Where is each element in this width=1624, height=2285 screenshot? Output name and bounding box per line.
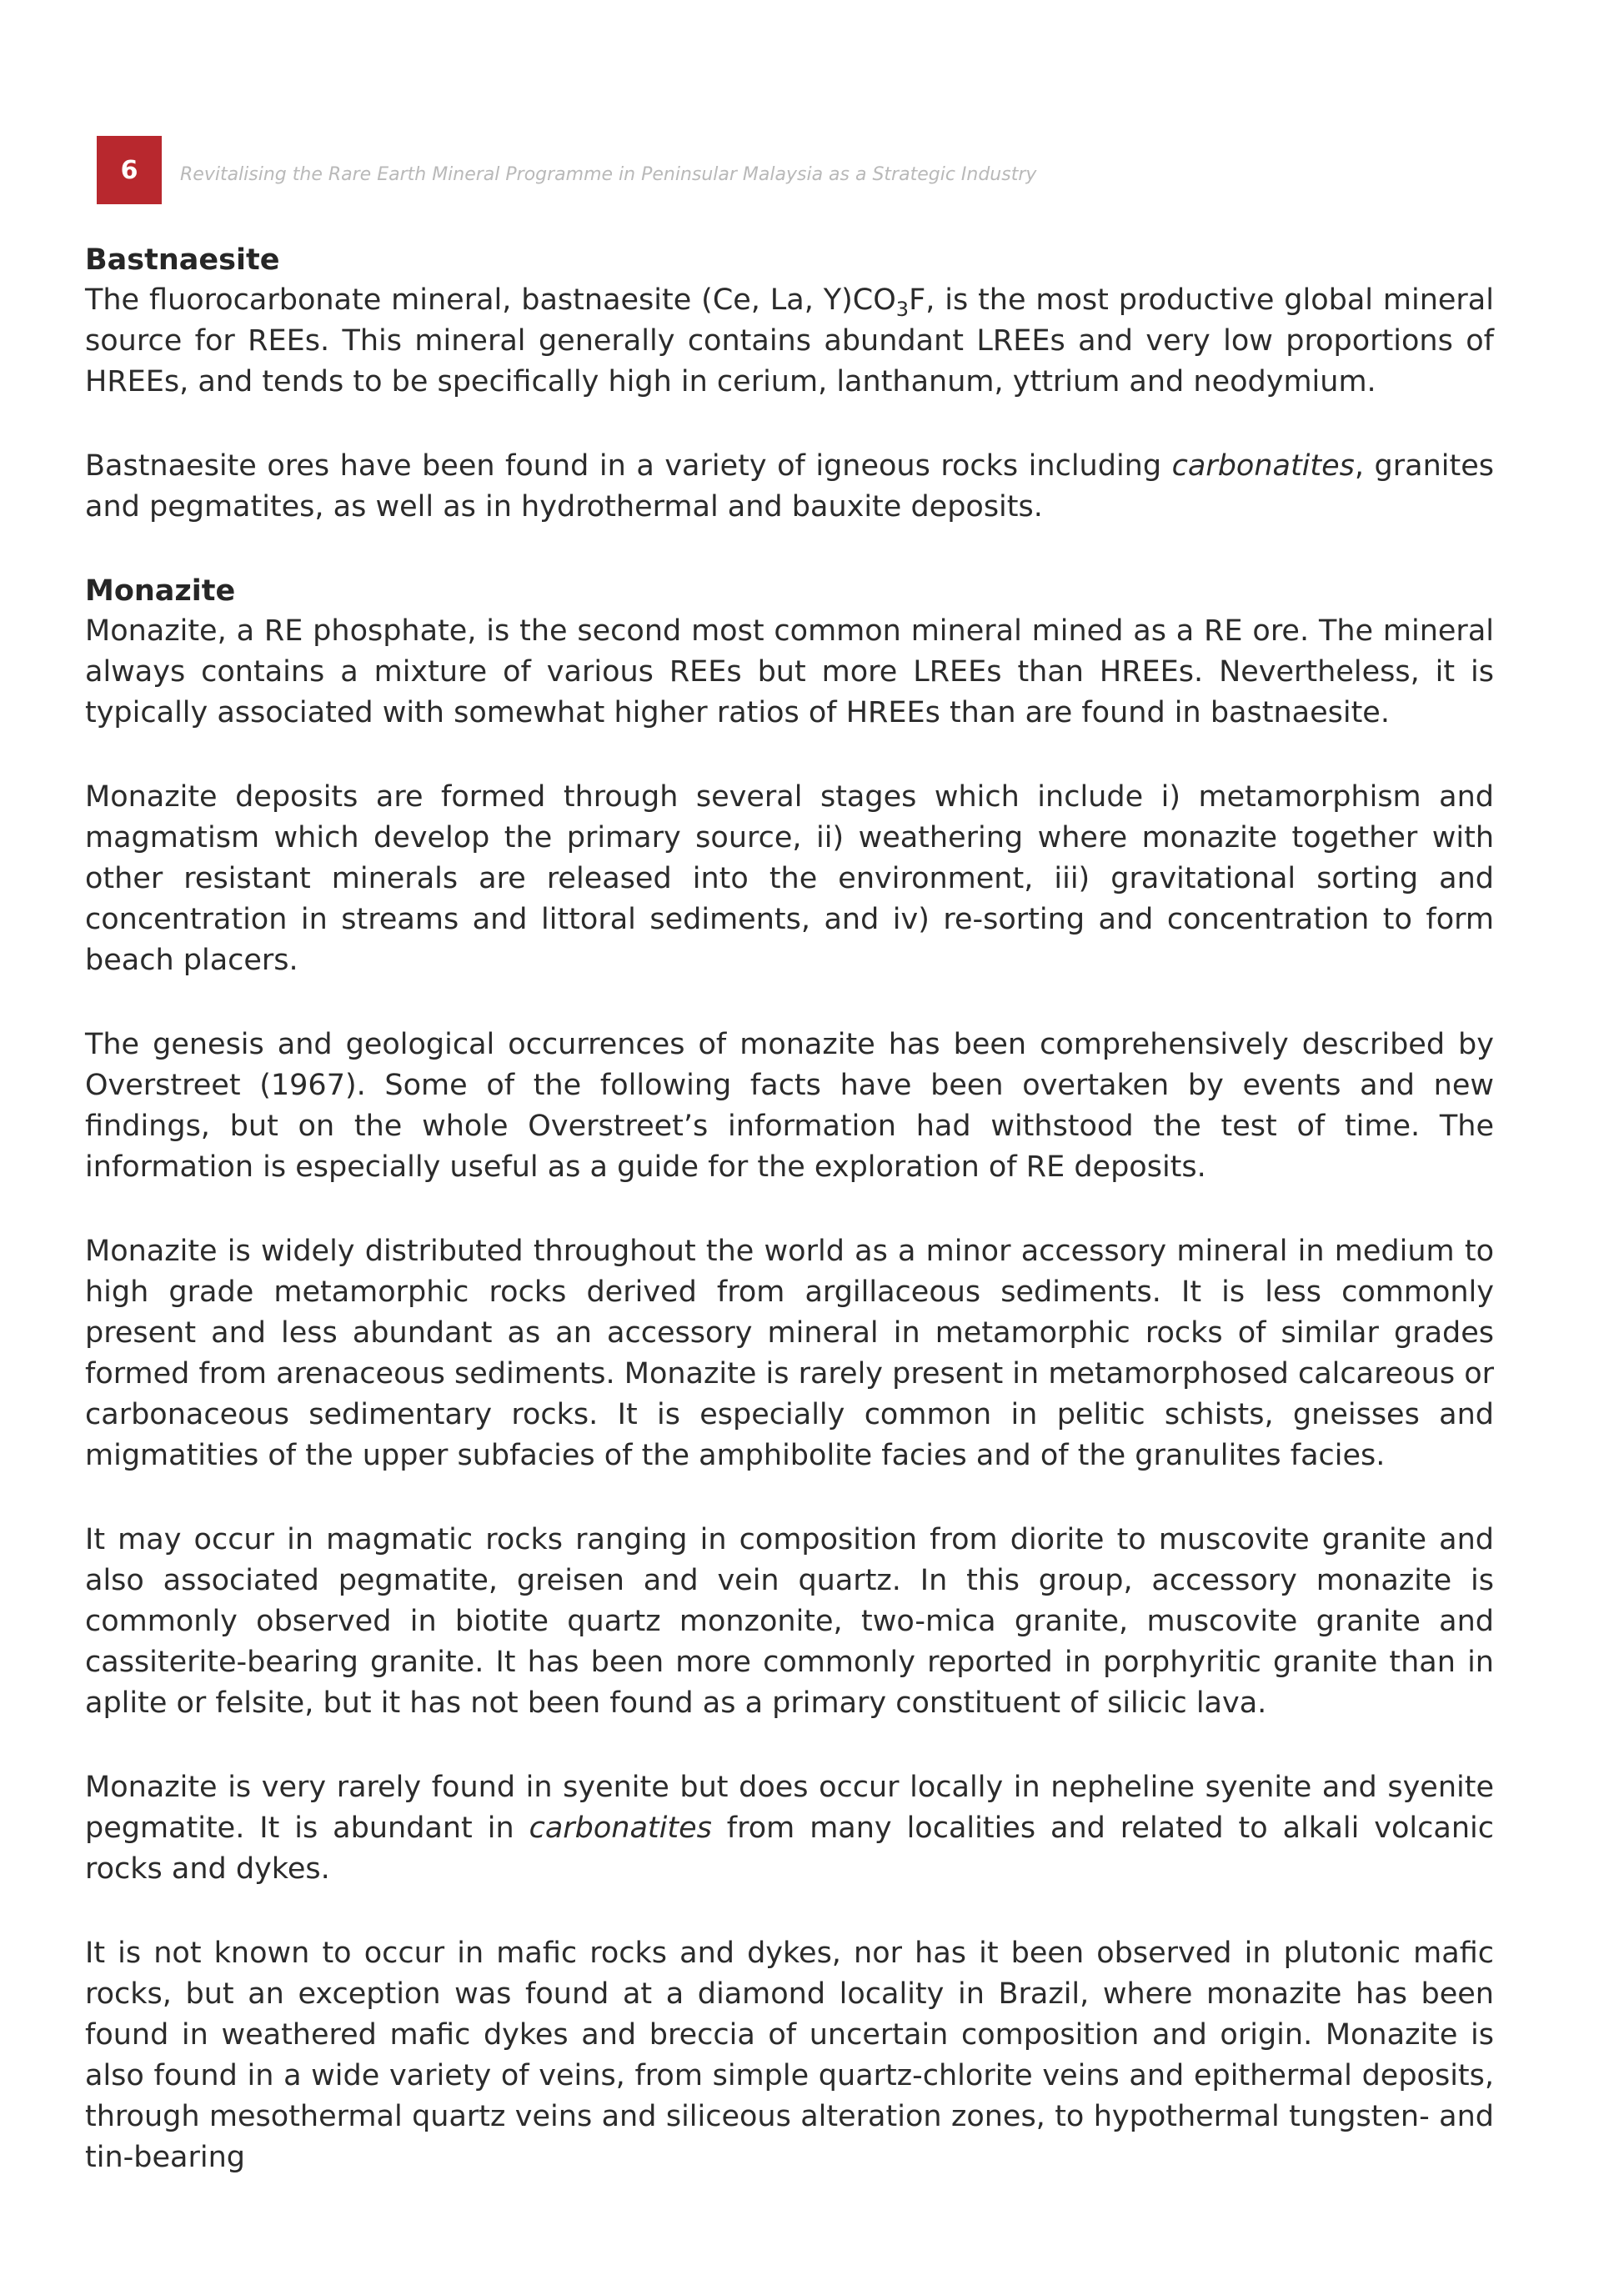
paragraph: Monazite, a RE phosphate, is the second most common mineral mined as a RE ore. The mineral always contains a mixture of various REEs but more LREEs than HREEs. Nevertheless, it is typically associated with somewhat higher ratios of HREEs than are found in bastnaesite.	[85, 614, 1494, 729]
paragraph-text: The fluorocarbonate mineral, bastnaesite (Ce, La, Y)CO	[85, 283, 896, 317]
page-header	[97, 136, 1514, 204]
paragraph: It is not known to occur in mafic rocks and dykes, nor has it been observed in plutonic mafic rocks, but an exception was found at a diamond locality in Brazil, where monazite has been found in weathered mafic dykes and breccia of uncertain composition and origin. Monazite is also found in a wide variety of veins, from simple quartz-chlorite veins and epithermal deposits, through mesothermal quartz veins and siliceous alteration zones, to hypothermal tungsten- and tin-bearing	[85, 1937, 1494, 2174]
paragraph-text: F, is the most productive global mineral source for REEs. This mineral generally contains abundant LREEs and very low proportions of HREEs, and tends to be specifically high in cerium, lanthanum, yttrium and neodymium.	[85, 283, 1494, 398]
subscript: 3	[895, 298, 910, 321]
paragraph: It may occur in magmatic rocks ranging in composition from diorite to muscovite granite and also associated pegmatite, greisen and vein quartz. In this group, accessory monazite is commonly observed in biotite quartz monzonite, two-mica granite, muscovite granite and cassiterite-bearing granite. It has been more commonly reported in porphyritic granite than in aplite or felsite, but it has not been found as a primary constituent of silicic lava.	[85, 1523, 1494, 1720]
page-number-badge: 6	[97, 136, 162, 204]
paragraph-text: from many localities and related to alkali volcanic rocks and dykes.	[85, 1811, 1494, 1886]
paragraph	[85, 1767, 1494, 1890]
section-heading: Monazite	[85, 574, 236, 608]
paragraph-text: Bastnaesite ores have been found in a variety of igneous rocks including	[85, 449, 1172, 483]
paragraph	[85, 446, 1494, 528]
paragraph: Monazite is widely distributed throughout the world as a minor accessory mineral in medium to high grade metamorphic rocks derived from argillaceous sediments. It is less commonly present and less abundant as an accessory mineral in metamorphic rocks of similar grades formed from arenaceous sediments. Monazite is rarely present in metamorphosed calcareous or carbonaceous sedimentary rocks. It is especially common in pelitic schists, gneisses and migmatities of the upper subfacies of the amphibolite facies and of the granulites facies.	[85, 1235, 1494, 1472]
paragraph-text: Monazite is very rarely found in syenite but does occur locally in nepheline syenite and syenite pegmatite. It is abundant in	[85, 1771, 1494, 1845]
emphasis-text: carbonatites	[1171, 449, 1355, 483]
emphasis-text: carbonatites	[529, 1811, 712, 1845]
running-title: Revitalising the Rare Earth Mineral Programme in Peninsular Malaysia as a Strategic Industry	[180, 164, 1037, 185]
section-bastnaesite	[85, 240, 1494, 528]
paragraph: The genesis and geological occurrences of monazite has been comprehensively described by Overstreet (1967). Some of the following facts have been overtaken by events and new findings, but on the whole Overstreet’s information had withstood the test of time. The information is especially useful as a guide for the exploration of RE deposits.	[85, 1028, 1494, 1184]
paragraph-text: , granites and pegmatites, as well as in hydrothermal and bauxite deposits.	[85, 449, 1494, 524]
section-heading: Bastnaesite	[85, 243, 280, 277]
page-body	[85, 240, 1494, 2222]
paragraph: Monazite deposits are formed through several stages which include i) metamorphism and magmatism which develop the primary source, ii) weathering where monazite together with other resistant minerals are released into the environment, iii) gravitational sorting and concentration in streams and littoral sediments, and iv) re-sorting and concentration to form beach placers.	[85, 780, 1494, 977]
paragraph	[85, 280, 1494, 403]
section-monazite	[85, 571, 1494, 2178]
